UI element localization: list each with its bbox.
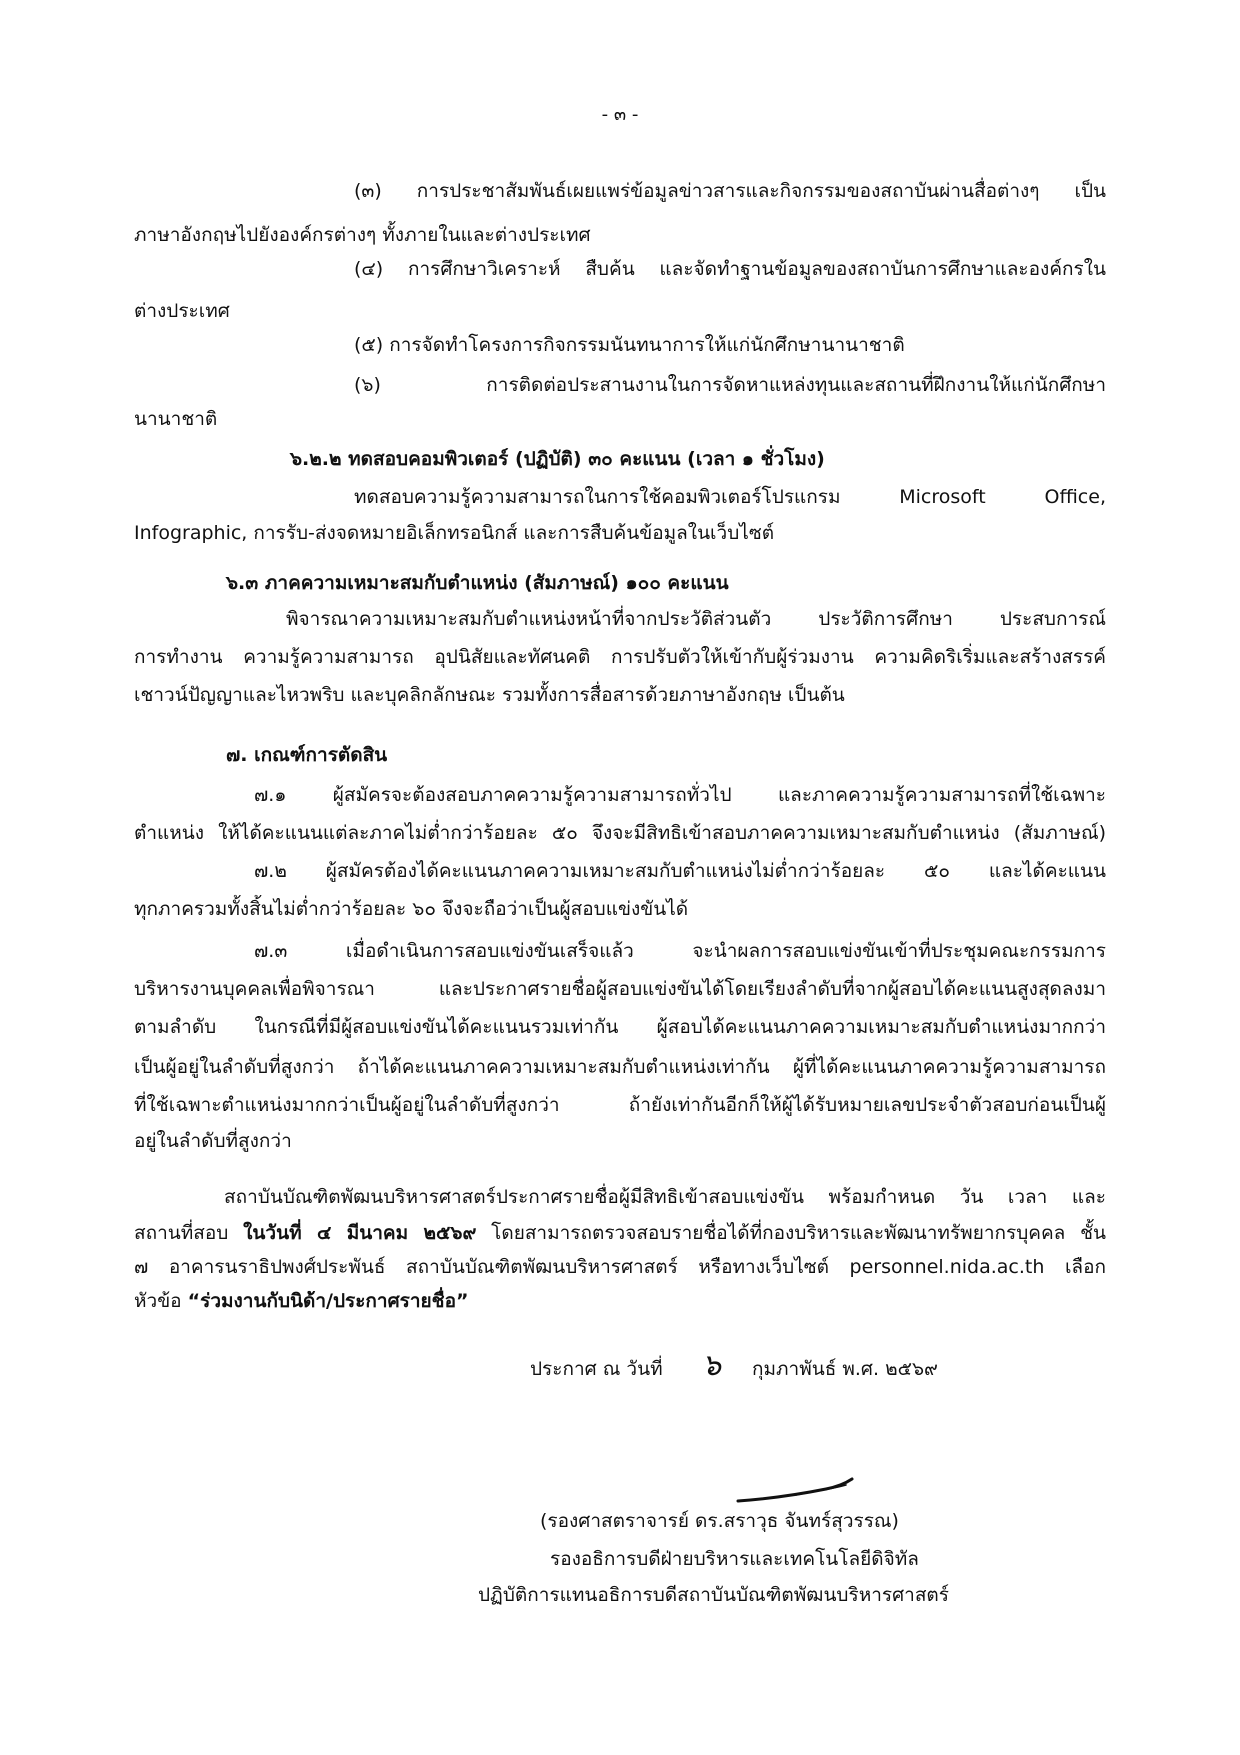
sec-6-3-line1: พิจารณาความเหมาะสมกับตำแหน่งหน้าที่จากประวัติส่วนตัว ประวัติการศึกษา ประสบการณ์ [286,608,1106,630]
announce-line3: ๗ อาคารนราธิปพงศ์ประพันธ์ สถาบันบัณฑิตพัฒนบริหารศาสตร์ หรือทางเว็บไซต์ personnel.nida.ac.th เลือก [134,1256,1106,1278]
announce-exam-date: ในวันที่ ๔ มีนาคม ๒๕๖๙ [243,1222,477,1244]
signature-mark [736,1473,854,1507]
sec-7-2-line1: ๗.๒ ผู้สมัครต้องได้คะแนนภาคความเหมาะสมกับตำแหน่งไม่ต่ำกว่าร้อยละ ๕๐ และได้คะแนน [254,860,1106,882]
sec-7-3-line4: เป็นผู้อยู่ในลำดับที่สูงกว่า ถ้าได้คะแนนภาคความเหมาะสมกับตำแหน่งเท่ากัน ผู้ที่ได้คะแนนภาคความรู้ความสามารถ [134,1056,1106,1078]
announce-line4-a: หัวข้อ [134,1290,188,1312]
item4-line2: ต่างประเทศ [134,300,230,322]
sec-7-heading: ๗. เกณฑ์การตัดสิน [226,744,388,766]
sec-7-3-line6: อยู่ในลำดับที่สูงกว่า [134,1130,292,1152]
item3-line2: ภาษาอังกฤษไปยังองค์กรต่างๆ ทั้งภายในและต่างประเทศ [134,224,591,246]
sec-7-3-line1: ๗.๓ เมื่อดำเนินการสอบแข่งขันเสร็จแล้ว จะนำผลการสอบแข่งขันเข้าที่ประชุมคณะกรรมการ [254,940,1106,962]
sec-6-3-line3: เชาวน์ปัญญาและไหวพริบ และบุคลิกลักษณะ รวมทั้งการสื่อสารด้วยภาษาอังกฤษ เป็นต้น [134,684,845,706]
announce-date-prefix: ประกาศ ณ วันที่ [530,1358,663,1380]
announce-line1: สถาบันบัณฑิตพัฒนบริหารศาสตร์ประกาศรายชื่อผู้มีสิทธิเข้าสอบแข่งขัน พร้อมกำหนด วัน เวลา และ [224,1186,1106,1208]
page-number: - ๓ - [601,104,639,125]
sec-7-1-line2: ตำแหน่ง ให้ได้คะแนนแต่ละภาคไม่ต่ำกว่าร้อยละ ๕๐ จึงจะมีสิทธิเข้าสอบภาคความเหมาะสมกับตำแหน่ง (สัมภาษณ์) [134,822,1106,844]
announce-line2-c: โดยสามารถตรวจสอบรายชื่อได้ที่กองบริหารและพัฒนาทรัพยากรบุคคล ชั้น [476,1222,1106,1244]
announce-line4 [134,1290,468,1313]
announce-line2 [134,1222,1106,1245]
signer-title-1: รองอธิการบดีฝ่ายบริหารและเทคโนโลยีดิจิทัล [550,1548,919,1570]
item3-line1: (๓) การประชาสัมพันธ์เผยแพร่ข้อมูลข่าวสารและกิจกรรมของสถาบันผ่านสื่อต่างๆ เป็น [354,180,1106,202]
signer-title-2: ปฏิบัติการแทนอธิการบดีสถาบันบัณฑิตพัฒนบริหารศาสตร์ [478,1584,949,1606]
sec-6-2-2-heading: ๖.๒.๒ ทดสอบคอมพิวเตอร์ (ปฏิบัติ) ๓๐ คะแนน (เวลา ๑ ชั่วโมง) [290,448,825,470]
sec-6-2-2-line2: Infographic, การรับ-ส่งจดหมายอิเล็กทรอนิกส์ และการสืบค้นข้อมูลในเว็บไซต์ [134,522,775,544]
sec-6-2-2-line1: ทดสอบความรู้ความสามารถในการใช้คอมพิวเตอร์โปรแกรม Microsoft Office, [354,486,1106,508]
announce-date-month-year: กุมภาพันธ์ พ.ศ. ๒๕๖๙ [752,1358,938,1380]
sec-7-1-line1: ๗.๑ ผู้สมัครจะต้องสอบภาคความรู้ความสามารถทั่วไป และภาคความรู้ความสามารถที่ใช้เฉพาะ [254,784,1106,806]
announce-line2-a: สถานที่สอบ [134,1222,244,1244]
announce-menu-topic: “ร่วมงานกับนิด้า/ประกาศรายชื่อ” [187,1290,469,1312]
sec-6-3-line2: การทำงาน ความรู้ความสามารถ อุปนิสัยและทัศนคติ การปรับตัวให้เข้ากับผู้ร่วมงาน ความคิดริเริ่มและสร้างสรรค์ [134,646,1106,668]
sec-7-3-line2: บริหารงานบุคคลเพื่อพิจารณา และประกาศรายชื่อผู้สอบแข่งขันได้โดยเรียงลำดับที่จากผู้สอบได้คะแนนสูงสุดลงมา [134,978,1106,1000]
signer-name: (รองศาสตราจารย์ ดร.สราวุธ จันทร์สุวรรณ) [540,1510,899,1532]
sec-7-2-line2: ทุกภาครวมทั้งสิ้นไม่ต่ำกว่าร้อยละ ๖๐ จึงจะถือว่าเป็นผู้สอบแข่งขันได้ [134,898,689,920]
announce-date-day: ๖ [702,1348,722,1383]
item4-line1: (๔) การศึกษาวิเคราะห์ สืบค้น และจัดทำฐานข้อมูลของสถาบันการศึกษาและองค์กรใน [354,258,1106,280]
item5-line1: (๕) การจัดทำโครงการกิจกรรมนันทนาการให้แก่นักศึกษานานาชาติ [354,334,905,356]
sec-6-3-heading: ๖.๓ ภาคความเหมาะสมกับตำแหน่ง (สัมภาษณ์) ๑๐๐ คะแนน [226,572,729,594]
item6-line1: (๖) การติดต่อประสานงานในการจัดหาแหล่งทุนและสถานที่ฝึกงานให้แก่นักศึกษา [354,374,1106,396]
sec-7-3-line5: ที่ใช้เฉพาะตำแหน่งมากกว่าเป็นผู้อยู่ในลำดับที่สูงกว่า ถ้ายังเท่ากันอีกก็ให้ผู้ได้รับหมายเลขประจำตัวสอบก่อนเป็นผู้ [134,1094,1106,1116]
item6-line2: นานาชาติ [134,408,218,430]
sec-7-3-line3: ตามลำดับ ในกรณีที่มีผู้สอบแข่งขันได้คะแนนรวมเท่ากัน ผู้สอบได้คะแนนภาคความเหมาะสมกับตำแหน่งมากกว่า [134,1016,1106,1038]
